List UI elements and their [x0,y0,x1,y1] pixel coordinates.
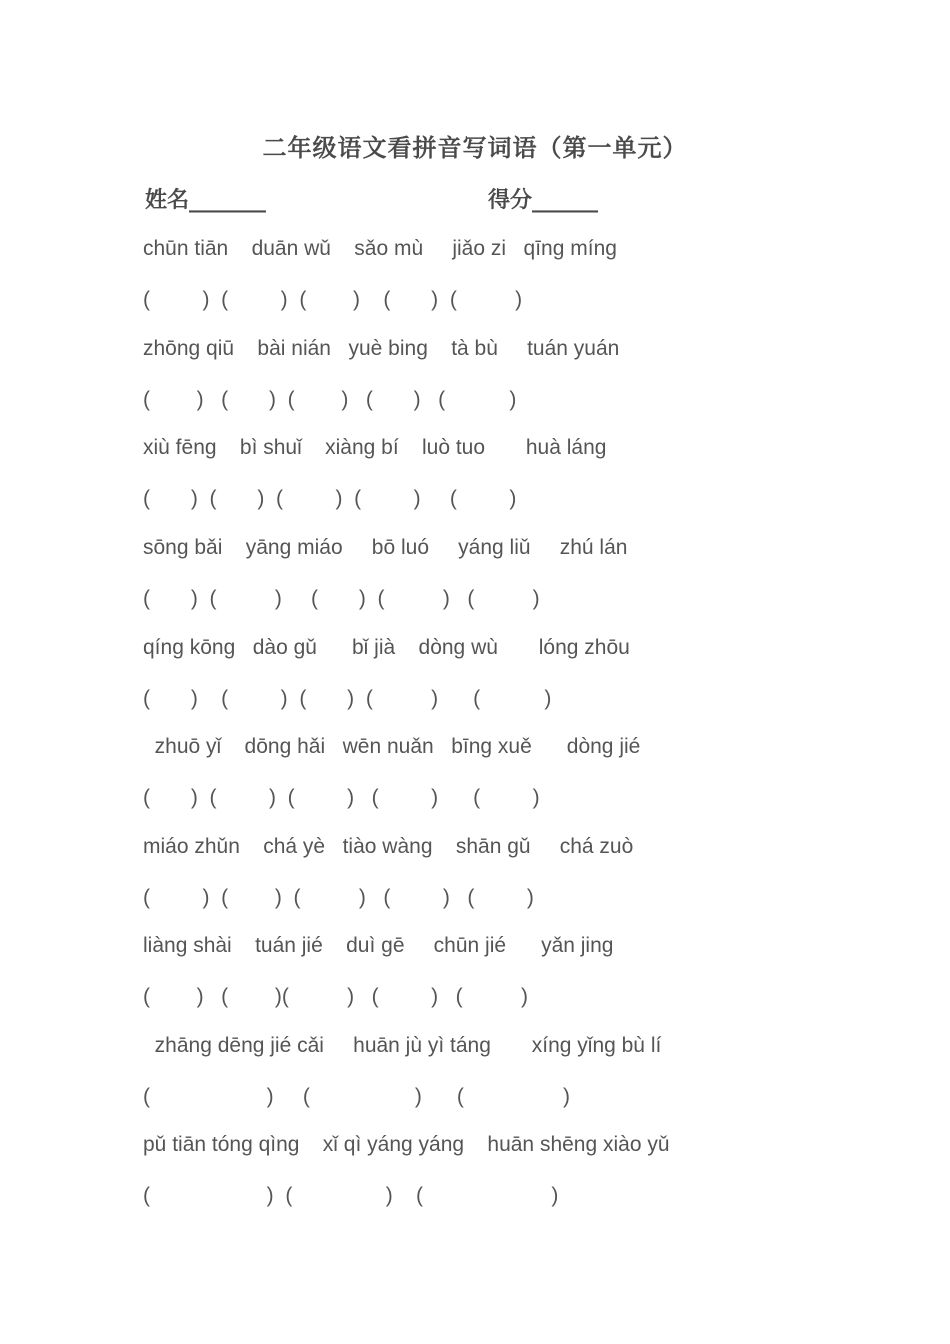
answer-row-2[interactable]: ( ) ( ) ( ) ( ) ( ) [143,388,517,411]
answer-row-3[interactable]: ( ) ( ) ( ) ( ) ( ) [143,487,517,510]
pinyin-row-1: chūn tiān duān wǔ sǎo mù jiǎo zi qīng míng [143,237,617,260]
answer-row-4[interactable]: ( ) ( ) ( ) ( ) ( ) [143,587,540,610]
answer-row-7[interactable]: ( ) ( ) ( ) ( ) ( ) [143,886,534,909]
pinyin-row-4: sōng bǎi yāng miáo bō luó yáng liǔ zhú lán [143,536,628,559]
pinyin-row-2: zhōng qiū bài nián yuè bing tà bù tuán yuán [143,337,620,360]
pinyin-row-9: zhāng dēng jié cǎi huān jù yì táng xíng yǐng bù lí [143,1034,662,1057]
pinyin-row-5: qíng kōng dào gǔ bǐ jià dòng wù lóng zhōu [143,636,630,659]
name-field[interactable]: 姓名_______ [145,187,267,213]
worksheet-title: 二年级语文看拼音写词语（第一单元） [262,133,688,162]
pinyin-row-6: zhuō yǐ dōng hǎi wēn nuǎn bīng xuě dòng jié [143,735,641,758]
score-field[interactable]: 得分______ [488,187,599,213]
answer-row-8[interactable]: ( ) ( )( ) ( ) ( ) [143,985,528,1008]
answer-row-1[interactable]: ( ) ( ) ( ) ( ) ( ) [143,288,523,311]
answer-row-10[interactable]: ( ) ( ) ( ) [143,1184,559,1207]
answer-row-9[interactable]: ( ) ( ) ( ) [143,1085,571,1108]
pinyin-row-3: xiù fēng bì shuǐ xiàng bí luò tuo huà láng [143,436,607,459]
answer-row-6[interactable]: ( ) ( ) ( ) ( ) ( ) [143,786,540,809]
pinyin-row-8: liàng shài tuán jié duì gē chūn jié yǎn jing [143,934,614,957]
pinyin-row-7: miáo zhǔn chá yè tiào wàng shān gǔ chá zuò [143,835,634,858]
pinyin-row-10: pǔ tiān tóng qìng xǐ qì yáng yáng huān shēng xiào yǔ [143,1133,670,1156]
answer-row-5[interactable]: ( ) ( ) ( ) ( ) ( ) [143,687,552,710]
